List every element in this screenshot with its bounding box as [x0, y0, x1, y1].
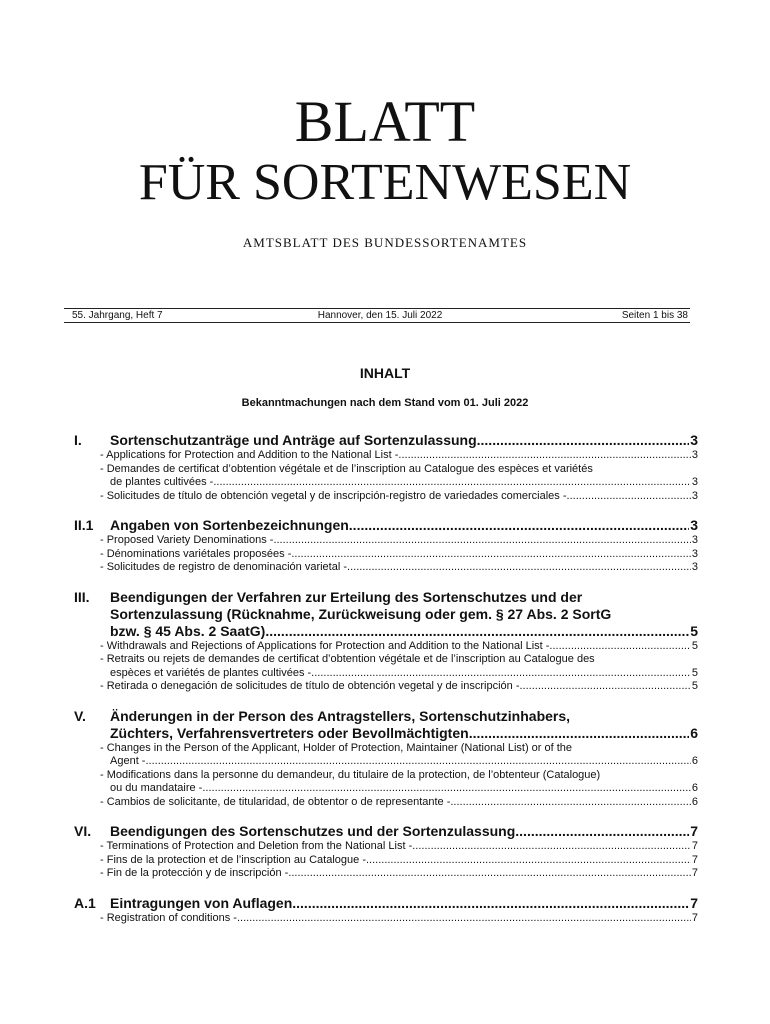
entry-text: Agent - — [110, 755, 146, 767]
section-title-line: Angaben von Sortenbezeichnungen — [110, 517, 349, 533]
entry-text: - Withdrawals and Rejections of Applications for Protection and Addition to the National List - — [100, 639, 550, 652]
section-page-number: 5 — [690, 622, 698, 639]
dot-leader — [366, 854, 691, 868]
issue-number: 55. Jahrgang, Heft 7 — [72, 310, 163, 321]
section-heading — [74, 895, 698, 912]
entry-text: - Retirada o denegación de solicitudes de título de obtención vegetal y de inscripción - — [100, 680, 520, 692]
contents-heading: INHALT — [359, 365, 411, 381]
entry-page-number: 7 — [691, 840, 698, 852]
dot-leader — [549, 640, 690, 654]
section-number: A.1 — [74, 894, 96, 911]
section-title-line: bzw. § 45 Abs. 2 SaatG) — [110, 622, 266, 639]
dot-leader — [515, 823, 689, 840]
header-rule-bottom — [64, 322, 690, 323]
entry-page-number: 6 — [691, 795, 698, 808]
entry-page-number: 3 — [691, 476, 698, 488]
dot-leader — [398, 449, 690, 463]
table-of-contents — [74, 432, 698, 939]
entry-text: ou du mandataire - — [110, 782, 203, 794]
toc-entry — [74, 769, 698, 796]
announcements-date: Bekanntmachungen nach dem Stand vom 01. Juli 2022 — [241, 397, 529, 409]
entry-text: - Changes in the Person of the Applicant, Holder of Protection, Maintainer (National List) or of the — [100, 741, 573, 754]
toc-entry — [74, 912, 698, 926]
dot-leader — [450, 796, 691, 810]
entry-text: - Terminations of Protection and Deletion from the National List - — [100, 840, 413, 852]
entry-text: - Modifications dans la personne du demandeur, du titulaire de la protection, de l’obtenteur (Catalogue) — [100, 768, 601, 781]
toc-entry — [74, 449, 698, 463]
toc-section — [74, 823, 698, 881]
dot-leader — [412, 840, 691, 854]
toc-entry — [74, 742, 698, 769]
toc-entry — [74, 854, 698, 868]
dot-leader — [265, 623, 689, 640]
entry-text: - Dénominations variétales proposées - — [100, 547, 292, 560]
toc-entry — [74, 548, 698, 562]
toc-entry — [74, 653, 698, 680]
entry-page-number: 3 — [691, 561, 698, 573]
section-title-line: Sortenschutzanträge und Anträge auf Sortenzulassung — [110, 432, 477, 448]
toc-entry — [74, 840, 698, 854]
entry-page-number: 3 — [691, 489, 698, 502]
toc-entry — [74, 867, 698, 881]
toc-entry — [74, 796, 698, 810]
section-title-line: Züchters, Verfahrensvertreters oder Bevollmächtigten — [110, 724, 469, 741]
section-title-line: Beendigungen der Verfahren zur Erteilung des Sortenschutzes und der — [110, 588, 583, 605]
toc-entry — [74, 561, 698, 575]
toc-section — [74, 895, 698, 926]
entry-page-number: 6 — [691, 755, 698, 767]
entry-page-number: 3 — [691, 449, 698, 461]
section-title-line: Änderungen in der Person des Antragstellers, Sortenschutzinhabers, — [110, 707, 571, 724]
entry-page-number: 3 — [691, 534, 698, 546]
dot-leader — [237, 912, 691, 926]
section-number: VI. — [74, 823, 92, 839]
dot-leader — [347, 561, 691, 575]
section-title-line: Beendigungen des Sortenschutzes und der Sortenzulassung — [110, 823, 516, 839]
section-heading — [74, 823, 698, 840]
toc-section — [74, 517, 698, 575]
section-page-number: 7 — [690, 823, 698, 839]
toc-section — [74, 589, 698, 694]
section-title-line: Sortenzulassung (Rücknahme, Zurückweisung oder gem. § 27 Abs. 2 SortG — [110, 605, 612, 622]
section-title-line: Eintragungen von Auflagen — [110, 894, 293, 911]
subtitle: AMTSBLATT DES BUNDESSORTENAMTES — [242, 235, 528, 250]
dot-leader — [288, 867, 691, 881]
entry-text: - Applications for Protection and Addition to the National List - — [100, 449, 399, 461]
entry-text: - Fins de la protection et de l’inscription au Catalogue - — [100, 853, 366, 866]
section-number: II.1 — [74, 517, 94, 533]
toc-entry — [74, 463, 698, 490]
section-number: V. — [74, 707, 86, 724]
entry-page-number: 7 — [691, 867, 698, 879]
section-page-number: 6 — [690, 724, 698, 741]
toc-entry — [74, 640, 698, 654]
dot-leader — [213, 476, 691, 490]
dot-leader — [519, 680, 690, 694]
entry-text: - Proposed Variety Denominations - — [100, 534, 274, 546]
section-page-number: 7 — [690, 894, 698, 911]
section-heading — [74, 517, 698, 534]
entry-page-number: 5 — [691, 666, 698, 679]
dot-leader — [273, 534, 690, 548]
entry-page-number: 6 — [691, 782, 698, 794]
entry-text: - Retraits ou rejets de demandes de certificat d’obtention végétale et de l’inscription au Catalogue des — [100, 653, 595, 665]
entry-page-number: 3 — [691, 547, 698, 560]
dot-leader — [567, 490, 691, 504]
entry-text: de plantes cultivées - — [110, 476, 214, 488]
title-line-2: FÜR SORTENWESEN — [138, 154, 632, 211]
section-heading — [74, 432, 698, 449]
entry-page-number: 7 — [691, 853, 698, 866]
dot-leader — [311, 667, 691, 681]
title-line-1: BLATT — [294, 89, 476, 154]
entry-text: - Cambios de solicitante, de titularidad, de obtentor o de representante - — [100, 795, 451, 808]
entry-page-number: 5 — [691, 639, 698, 652]
dot-leader — [202, 782, 691, 796]
section-number: III. — [74, 588, 90, 605]
place-date: Hannover, den 15. Juli 2022 — [317, 310, 443, 321]
toc-entry — [74, 490, 698, 504]
entry-text: - Registration of conditions - — [100, 911, 237, 924]
entry-text: - Fin de la protección y de inscripción - — [100, 867, 289, 879]
toc-entry — [74, 534, 698, 548]
entry-text: espèces et variétés de plantes cultivées - — [110, 666, 312, 679]
entry-text: - Solicitudes de título de obtención vegetal y de inscripción-registro de variedades comerciales - — [100, 489, 567, 502]
entry-text: - Solicitudes de registro de denominación varietal - — [100, 561, 348, 573]
section-heading — [74, 589, 698, 640]
toc-section — [74, 432, 698, 503]
section-page-number: 3 — [690, 517, 698, 533]
toc-section — [74, 708, 698, 810]
dot-leader — [477, 432, 690, 449]
entry-page-number: 5 — [691, 680, 698, 692]
toc-entry — [74, 680, 698, 694]
entry-text: - Demandes de certificat d’obtention végétale et de l’inscription au Catalogue des espèces et variétés — [100, 462, 593, 475]
page-range: Seiten 1 bis 38 — [621, 310, 688, 321]
dot-leader — [145, 755, 690, 769]
section-heading — [74, 708, 698, 742]
entry-page-number: 7 — [691, 911, 698, 924]
section-page-number: 3 — [690, 432, 698, 448]
dot-leader — [291, 548, 691, 562]
dot-leader — [469, 725, 690, 742]
dot-leader — [292, 895, 689, 912]
section-number: I. — [74, 432, 82, 448]
dot-leader — [349, 517, 689, 534]
